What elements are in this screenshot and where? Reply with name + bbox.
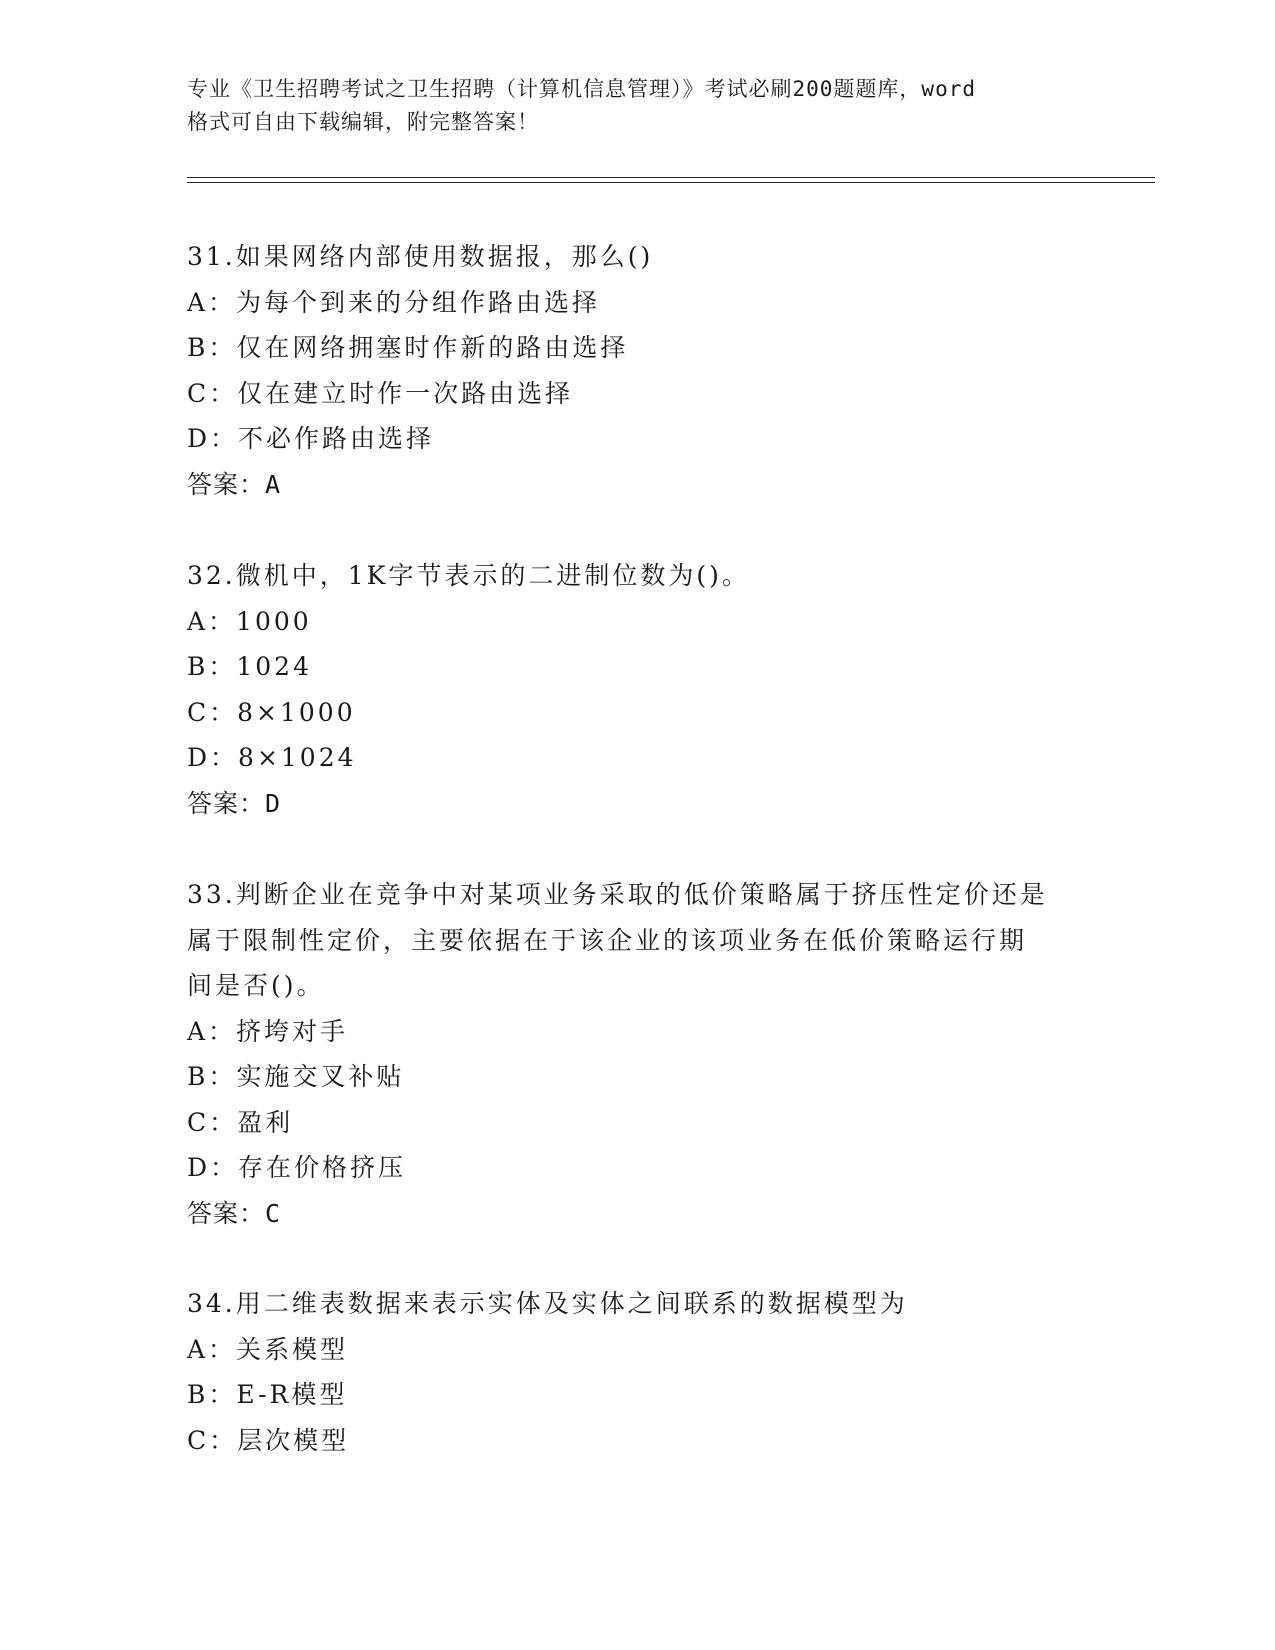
option-d: D：8×1024 [187, 743, 357, 772]
answer: 答案：A [187, 469, 282, 499]
question-34 [187, 1281, 1087, 1463]
question-31 [187, 234, 1087, 507]
option-b: B：实施交叉补贴 [187, 1062, 405, 1091]
header-divider-bottom [187, 182, 1155, 183]
option-d: D：存在价格挤压 [187, 1153, 407, 1182]
option-c: C：盈利 [187, 1107, 294, 1137]
question-stem-line-2: 属于限制性定价，主要依据在于该企业的该项业务在低价策略运行期 [187, 925, 1028, 955]
option-a: A：1000 [187, 606, 312, 636]
answer: 答案：C [187, 1198, 282, 1228]
option-b: B：E-R模型 [187, 1380, 348, 1409]
question-stem-line-3: 间是否()。 [187, 971, 325, 1000]
option-a: A：关系模型 [187, 1334, 349, 1364]
document-header [187, 73, 1087, 139]
option-b: B：仅在网络拥塞时作新的路由选择 [187, 333, 629, 362]
option-a: A：挤垮对手 [187, 1016, 349, 1046]
option-a: A：为每个到来的分组作路由选择 [187, 287, 601, 317]
option-c: C：层次模型 [187, 1425, 350, 1455]
option-d: D：不必作路由选择 [187, 424, 435, 453]
option-c: C：8×1000 [187, 697, 356, 727]
header-line-2: 格式可自由下载编辑，附完整答案！ [187, 110, 539, 134]
question-33 [187, 872, 1087, 1236]
answer: 答案：D [187, 788, 282, 818]
option-b: B：1024 [187, 652, 312, 681]
question-stem-line-1: 33.判断企业在竞争中对某项业务采取的低价策略属于挤压性定价还是 [187, 880, 1048, 909]
question-stem: 32.微机中，1K字节表示的二进制位数为()。 [187, 561, 750, 590]
question-stem: 31.如果网络内部使用数据报，那么() [187, 242, 654, 271]
question-stem: 34.用二维表数据来表示实体及实体之间联系的数据模型为 [187, 1289, 908, 1318]
question-32 [187, 553, 1087, 826]
option-c: C：仅在建立时作一次路由选择 [187, 378, 574, 408]
header-line-1: 专业《卫生招聘考试之卫生招聘（计算机信息管理）》考试必刷200题题库，word [187, 77, 976, 101]
header-divider-top [187, 177, 1155, 178]
